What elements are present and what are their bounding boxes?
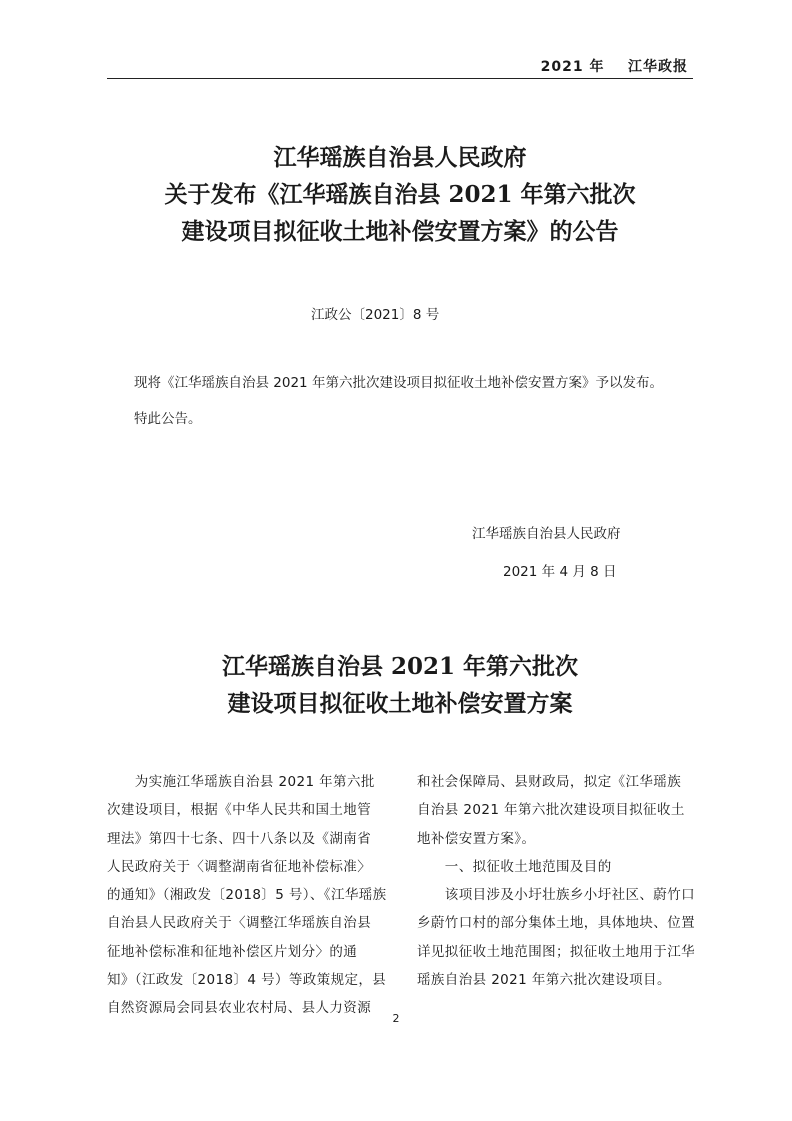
announcement-closing: 特此公告。 bbox=[134, 411, 202, 427]
text-line: 为实施江华瑶族自治县 2021 年第六批 bbox=[107, 774, 375, 790]
text-line: 详见拟征收土地范围图；拟征收土地用于江华 bbox=[417, 943, 695, 960]
text-line: 知》（江政发〔2018〕4 号）等政策规定，县 bbox=[107, 972, 387, 989]
announcement-title-line: 关于发布《江华瑶族自治县 2021 年第六批次 bbox=[164, 181, 636, 208]
plan-title bbox=[100, 648, 700, 722]
issuing-authority: 江华瑶族自治县人民政府 bbox=[472, 526, 621, 542]
text-line: 自治县 2021 年第六批次建设项目拟征收土 bbox=[417, 802, 685, 819]
plan-body-right-column bbox=[417, 768, 695, 994]
text-line: 地补偿安置方案》。 bbox=[417, 830, 536, 847]
page-number: 2 bbox=[392, 1012, 400, 1025]
text-line: 该项目涉及小圩壮族乡小圩社区、蔚竹口 bbox=[417, 887, 695, 904]
text-line: 乡蔚竹口村的部分集体土地，具体地块、位置 bbox=[417, 915, 695, 932]
running-header: 2021 年 江华政报 bbox=[540, 59, 688, 75]
text-line: 人民政府关于〈调整湖南省征地补偿标准〉 bbox=[107, 858, 372, 875]
text-line: 的通知》（湘政发〔2018〕5 号）、《江华瑶族 bbox=[107, 887, 387, 904]
plan-title-line: 江华瑶族自治县 2021 年第六批次 bbox=[221, 653, 579, 680]
text-line: 自然资源局会同县农业农村局、县人力资源 bbox=[107, 1000, 372, 1017]
issue-date: 2021 年 4 月 8 日 bbox=[503, 564, 617, 580]
announcement-title-line: 建设项目拟征收土地补偿安置方案》的公告 bbox=[181, 218, 619, 245]
text-line: 自治县人民政府关于〈调整江华瑶族自治县 bbox=[107, 915, 372, 932]
announcement-title-line: 江华瑶族自治县人民政府 bbox=[273, 144, 527, 171]
announcement-title bbox=[100, 139, 700, 250]
announcement-body-paragraph: 现将《江华瑶族自治县 2021 年第六批次建设项目拟征收土地补偿安置方案》予以发布。 bbox=[134, 375, 663, 391]
text-line: 瑶族自治县 2021 年第六批次建设项目。 bbox=[417, 972, 671, 989]
text-line: 和社会保障局、县财政局，拟定《江华瑶族 bbox=[417, 774, 682, 790]
text-line: 次建设项目，根据《中华人民共和国土地管 bbox=[107, 802, 372, 819]
plan-body-left-column bbox=[107, 768, 387, 1023]
header-divider bbox=[107, 78, 693, 79]
plan-title-line: 建设项目拟征收土地补偿安置方案 bbox=[227, 690, 573, 717]
text-line: 理法》第四十七条、四十八条以及《湖南省 bbox=[107, 830, 372, 847]
text-line: 征地补偿标准和征地补偿区片划分〉的通 bbox=[107, 943, 358, 960]
document-number: 江政公〔2021〕8 号 bbox=[311, 307, 440, 323]
section-heading: 一、拟征收土地范围及目的 bbox=[417, 858, 612, 875]
